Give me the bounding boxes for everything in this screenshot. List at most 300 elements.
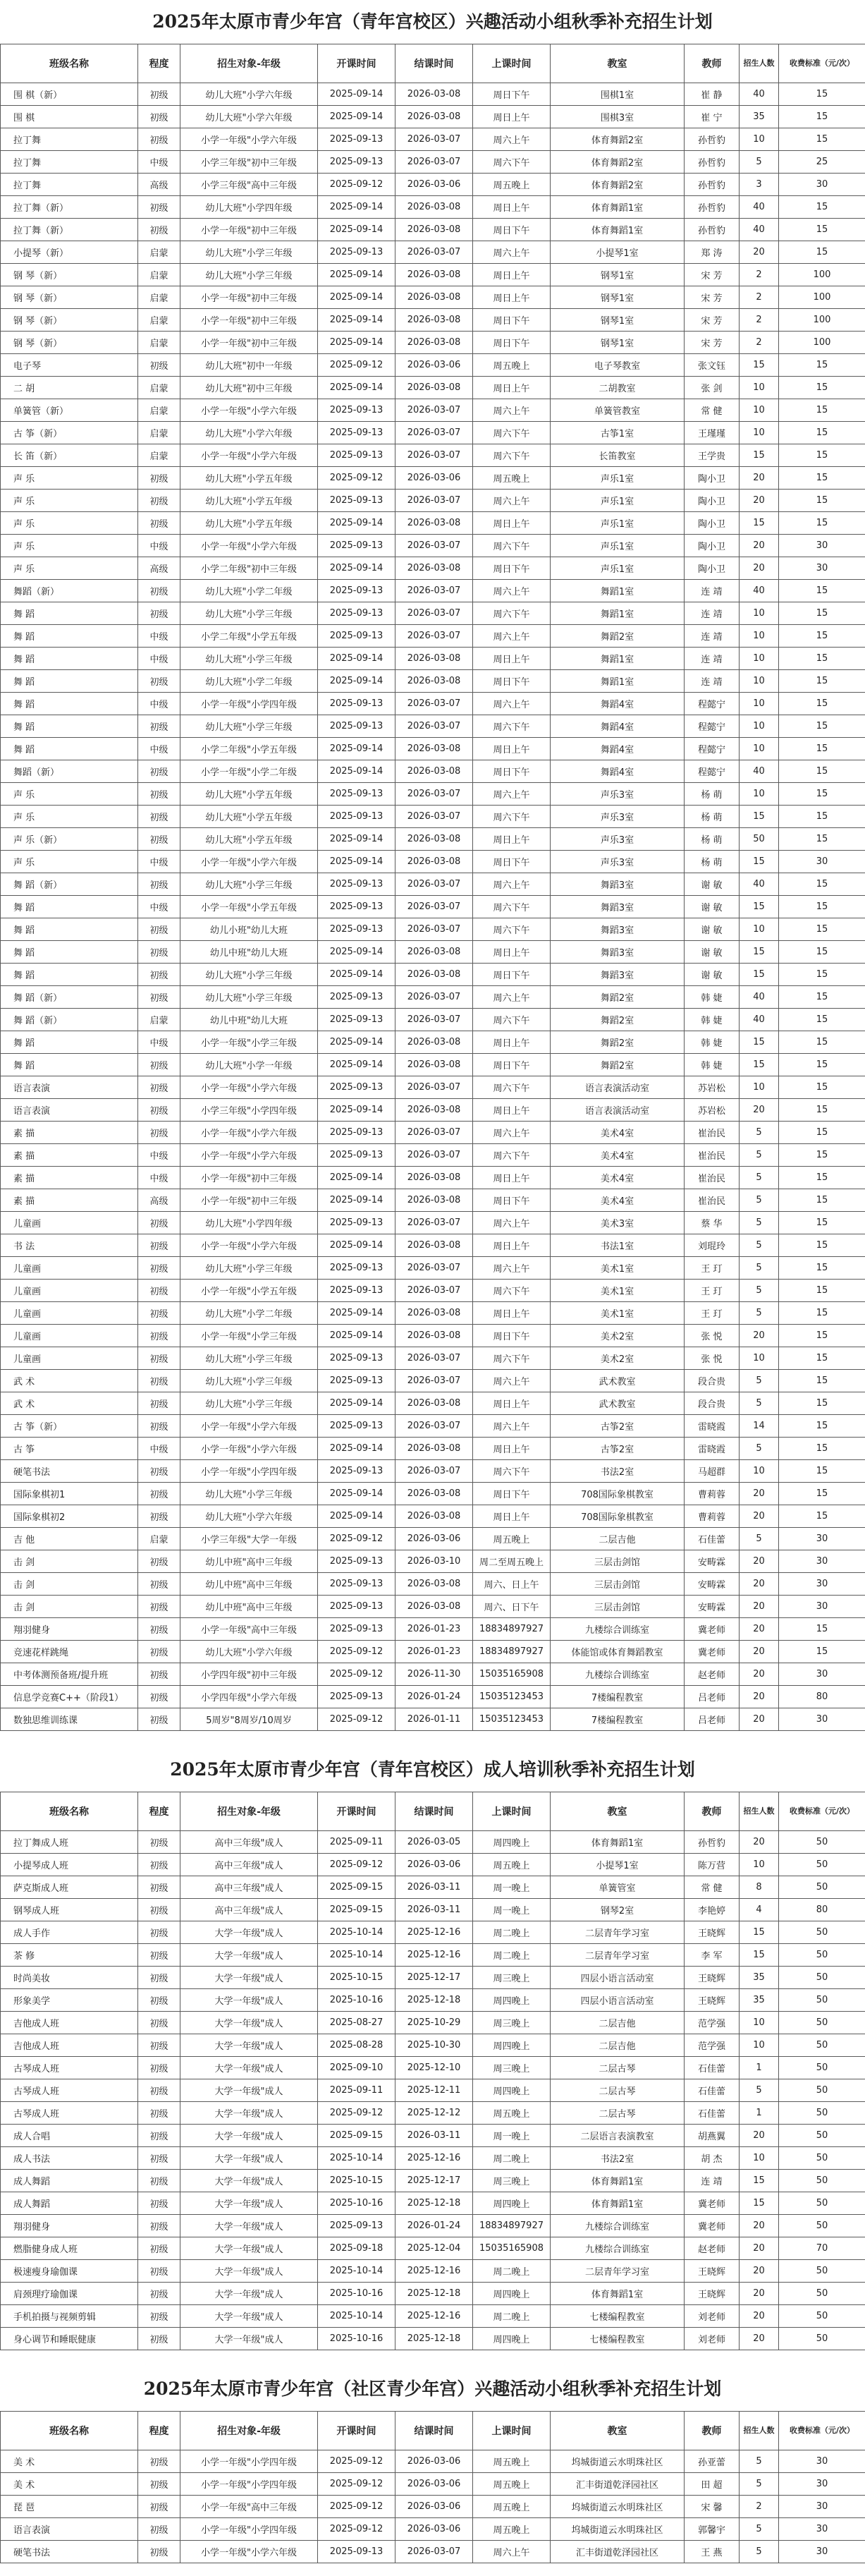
cell-end-date: 2026-03-08: [395, 332, 473, 354]
cell-classroom: 古筝1室: [551, 422, 685, 444]
cell-class-name: 信息学竞赛C++（阶段1）: [1, 1686, 138, 1708]
cell-enrollment: 10: [740, 693, 779, 715]
table-row: [1, 2328, 865, 2350]
cell-end-date: 2026-03-08: [395, 648, 473, 670]
cell-class-time: 周四晚上: [473, 2283, 551, 2305]
cell-fee: 15: [779, 1031, 865, 1054]
table-row: [1, 106, 865, 128]
cell-target-grade: 幼儿中班"幼儿大班: [180, 1009, 318, 1031]
cell-class-name: 成人舞蹈: [1, 2192, 138, 2215]
cell-enrollment: 5: [740, 1212, 779, 1234]
cell-enrollment: 5: [740, 1438, 779, 1460]
cell-fee: 15: [779, 1505, 865, 1528]
cell-start-date: 2025-09-12: [318, 1854, 395, 1876]
cell-target-grade: 幼儿大班"小学六年级: [180, 422, 318, 444]
cell-class-name: 萨克斯成人班: [1, 1876, 138, 1899]
cell-fee: 15: [779, 1054, 865, 1076]
header-target-grade: 招生对象-年级: [180, 44, 318, 83]
cell-level: 初级: [138, 2496, 180, 2518]
cell-fee: 15: [779, 1438, 865, 1460]
cell-start-date: 2025-09-14: [318, 1325, 395, 1347]
cell-fee: 15: [779, 399, 865, 422]
table-1: [0, 44, 865, 1731]
table-row: [1, 1686, 865, 1708]
cell-fee: 15: [779, 1099, 865, 1122]
cell-classroom: 声乐3室: [551, 851, 685, 873]
cell-classroom: 二层语言表演教室: [551, 2125, 685, 2147]
cell-target-grade: 幼儿大班"小学五年级: [180, 828, 318, 851]
cell-fee: 70: [779, 2237, 865, 2260]
cell-class-time: 18834897927: [473, 1641, 551, 1663]
table-row: [1, 557, 865, 580]
cell-fee: 30: [779, 2473, 865, 2496]
cell-classroom: 舞蹈4室: [551, 760, 685, 783]
cell-classroom: 舞蹈4室: [551, 715, 685, 738]
table-row: [1, 1280, 865, 1302]
cell-target-grade: 幼儿大班"初中一年级: [180, 354, 318, 377]
cell-enrollment: 20: [740, 2305, 779, 2328]
cell-start-date: 2025-09-12: [318, 2518, 395, 2541]
table-row: [1, 873, 865, 896]
cell-enrollment: 5: [740, 1167, 779, 1189]
table-row: [1, 2170, 865, 2192]
cell-fee: 50: [779, 2012, 865, 2034]
cell-class-name: 舞 蹈（新）: [1, 986, 138, 1009]
cell-start-date: 2025-09-12: [318, 2473, 395, 2496]
cell-start-date: 2025-09-13: [318, 1347, 395, 1370]
cell-level: 中级: [138, 851, 180, 873]
cell-teacher: 陶小卫: [685, 467, 740, 490]
cell-end-date: 2026-01-11: [395, 1708, 473, 1731]
cell-fee: 100: [779, 286, 865, 309]
cell-teacher: 杨 萌: [685, 828, 740, 851]
cell-level: 高级: [138, 557, 180, 580]
cell-start-date: 2025-09-13: [318, 693, 395, 715]
cell-classroom: 美术3室: [551, 1212, 685, 1234]
cell-fee: 15: [779, 219, 865, 241]
cell-fee: 30: [779, 2450, 865, 2473]
cell-level: 中级: [138, 1031, 180, 1054]
cell-level: 初级: [138, 873, 180, 896]
cell-classroom: 七楼编程教室: [551, 2305, 685, 2328]
cell-class-time: 周四晚上: [473, 2328, 551, 2350]
header-fee: 收费标准（元/次）: [779, 1792, 865, 1831]
cell-end-date: 2026-03-08: [395, 196, 473, 219]
cell-end-date: 2025-12-16: [395, 2305, 473, 2328]
cell-teacher: 王学贵: [685, 444, 740, 467]
cell-start-date: 2025-09-13: [318, 873, 395, 896]
cell-teacher: 连 靖: [685, 625, 740, 648]
cell-level: 初级: [138, 1596, 180, 1618]
cell-level: 初级: [138, 670, 180, 693]
cell-class-name: 国际象棋初2: [1, 1505, 138, 1528]
cell-end-date: 2026-11-30: [395, 1663, 473, 1686]
cell-teacher: 陶小卫: [685, 535, 740, 557]
cell-start-date: 2025-09-14: [318, 1234, 395, 1257]
cell-level: 中级: [138, 625, 180, 648]
cell-level: 初级: [138, 2034, 180, 2057]
cell-enrollment: 10: [740, 377, 779, 399]
cell-end-date: 2026-03-07: [395, 625, 473, 648]
cell-class-name: 声 乐: [1, 557, 138, 580]
cell-target-grade: 大学一年级"成人: [180, 2057, 318, 2079]
cell-target-grade: 小学四年级"小学六年级: [180, 1686, 318, 1708]
cell-start-date: 2025-10-15: [318, 2170, 395, 2192]
cell-class-name: 声 乐: [1, 851, 138, 873]
cell-start-date: 2025-09-13: [318, 918, 395, 941]
cell-teacher: 冀老师: [685, 2215, 740, 2237]
cell-fee: 15: [779, 783, 865, 806]
cell-enrollment: 10: [740, 918, 779, 941]
cell-start-date: 2025-09-11: [318, 1831, 395, 1854]
cell-level: 初级: [138, 1921, 180, 1944]
cell-class-time: 周六下午: [473, 918, 551, 941]
cell-start-date: 2025-09-12: [318, 1528, 395, 1550]
cell-target-grade: 小学一年级"初中三年级: [180, 286, 318, 309]
cell-level: 初级: [138, 783, 180, 806]
cell-target-grade: 小学一年级"高中三年级: [180, 2496, 318, 2518]
cell-teacher: 安畴霖: [685, 1573, 740, 1596]
cell-teacher: 宋 馨: [685, 2496, 740, 2518]
cell-class-time: 周日上午: [473, 1099, 551, 1122]
cell-end-date: 2026-03-07: [395, 580, 473, 602]
cell-start-date: 2025-10-14: [318, 2147, 395, 2170]
cell-teacher: 崔 静: [685, 83, 740, 106]
cell-enrollment: 10: [740, 2012, 779, 2034]
cell-teacher: 韩 婕: [685, 986, 740, 1009]
cell-target-grade: 大学一年级"成人: [180, 2283, 318, 2305]
cell-teacher: 范学强: [685, 2034, 740, 2057]
table-row: [1, 1663, 865, 1686]
cell-start-date: 2025-10-14: [318, 1921, 395, 1944]
cell-start-date: 2025-09-14: [318, 106, 395, 128]
table-3-header: [1, 2412, 865, 2450]
cell-teacher: 韩 婕: [685, 1009, 740, 1031]
cell-enrollment: 10: [740, 602, 779, 625]
cell-enrollment: 40: [740, 1009, 779, 1031]
cell-fee: 15: [779, 693, 865, 715]
cell-teacher: 安畴霖: [685, 1550, 740, 1573]
cell-teacher: 程懿宁: [685, 738, 740, 760]
table-row: [1, 1347, 865, 1370]
cell-class-name: 素 描: [1, 1122, 138, 1144]
cell-teacher: 石佳蕾: [685, 2079, 740, 2102]
cell-target-grade: 小学一年级"初中三年级: [180, 1167, 318, 1189]
header-class-time: 上课时间: [473, 44, 551, 83]
cell-start-date: 2025-09-14: [318, 219, 395, 241]
cell-teacher: 张 悦: [685, 1325, 740, 1347]
cell-target-grade: 幼儿大班"小学四年级: [180, 196, 318, 219]
cell-enrollment: 20: [740, 1483, 779, 1505]
cell-class-time: 周日上午: [473, 941, 551, 964]
cell-class-name: 电子琴: [1, 354, 138, 377]
cell-class-time: 周六上午: [473, 873, 551, 896]
cell-target-grade: 小学一年级"小学六年级: [180, 1122, 318, 1144]
cell-class-name: 舞 蹈: [1, 693, 138, 715]
table-row: [1, 399, 865, 422]
cell-teacher: 王 燕: [685, 2541, 740, 2563]
header-start-date: 开课时间: [318, 2412, 395, 2450]
cell-class-time: 15035165908: [473, 2237, 551, 2260]
cell-enrollment: 20: [740, 1641, 779, 1663]
cell-teacher: 宋 芳: [685, 286, 740, 309]
cell-class-name: 时尚美妆: [1, 1967, 138, 1989]
cell-class-time: 周四晚上: [473, 1831, 551, 1854]
cell-fee: 15: [779, 1325, 865, 1347]
cell-class-name: 儿童画: [1, 1302, 138, 1325]
cell-fee: 15: [779, 1122, 865, 1144]
cell-level: 初级: [138, 2170, 180, 2192]
cell-target-grade: 大学一年级"成人: [180, 2170, 318, 2192]
table-row: [1, 512, 865, 535]
cell-start-date: 2025-10-16: [318, 2192, 395, 2215]
cell-enrollment: 2: [740, 332, 779, 354]
table-row: [1, 941, 865, 964]
table-row: [1, 693, 865, 715]
cell-teacher: 段合贵: [685, 1370, 740, 1392]
cell-end-date: 2026-03-08: [395, 286, 473, 309]
cell-class-name: 古琴成人班: [1, 2057, 138, 2079]
cell-class-time: 周一晚上: [473, 1876, 551, 1899]
cell-classroom: 美术1室: [551, 1302, 685, 1325]
cell-start-date: 2025-09-14: [318, 1392, 395, 1415]
cell-class-name: 击 剑: [1, 1550, 138, 1573]
cell-target-grade: 幼儿中班"高中三年级: [180, 1596, 318, 1618]
cell-class-time: 周日下午: [473, 332, 551, 354]
cell-teacher: 谢 敏: [685, 896, 740, 918]
cell-classroom: 声乐3室: [551, 828, 685, 851]
cell-fee: 15: [779, 1415, 865, 1438]
table-1-body: [1, 83, 865, 1731]
cell-level: 初级: [138, 2328, 180, 2350]
cell-class-time: 周六下午: [473, 602, 551, 625]
cell-class-name: 茶 修: [1, 1944, 138, 1967]
cell-end-date: 2025-12-18: [395, 2328, 473, 2350]
table-row: [1, 1325, 865, 1347]
cell-fee: 50: [779, 2215, 865, 2237]
cell-classroom: 二胡教室: [551, 377, 685, 399]
cell-level: 初级: [138, 2541, 180, 2563]
cell-classroom: 电子琴教室: [551, 354, 685, 377]
cell-class-name: 硬笔书法: [1, 2541, 138, 2563]
cell-enrollment: 5: [740, 2518, 779, 2541]
table-row: [1, 1944, 865, 1967]
cell-class-time: 周日上午: [473, 1031, 551, 1054]
cell-enrollment: 5: [740, 1302, 779, 1325]
cell-enrollment: 10: [740, 1076, 779, 1099]
cell-enrollment: 10: [740, 738, 779, 760]
cell-start-date: 2025-09-13: [318, 241, 395, 264]
cell-classroom: 舞蹈3室: [551, 964, 685, 986]
cell-teacher: 连 靖: [685, 2170, 740, 2192]
cell-end-date: 2025-12-18: [395, 2192, 473, 2215]
cell-level: 初级: [138, 196, 180, 219]
cell-start-date: 2025-09-13: [318, 2541, 395, 2563]
cell-classroom: 二层古琴: [551, 2057, 685, 2079]
cell-class-time: 周六下午: [473, 715, 551, 738]
cell-start-date: 2025-09-14: [318, 1031, 395, 1054]
cell-teacher: 陶小卫: [685, 490, 740, 512]
cell-enrollment: 5: [740, 151, 779, 174]
table-row: [1, 2079, 865, 2102]
cell-end-date: 2026-03-08: [395, 670, 473, 693]
cell-start-date: 2025-09-13: [318, 783, 395, 806]
cell-class-time: 周二晚上: [473, 2147, 551, 2170]
header-end-date: 结课时间: [395, 2412, 473, 2450]
cell-end-date: 2026-01-24: [395, 2215, 473, 2237]
cell-target-grade: 幼儿中班"高中三年级: [180, 1573, 318, 1596]
cell-fee: 15: [779, 918, 865, 941]
cell-target-grade: 小学一年级"小学六年级: [180, 851, 318, 873]
cell-class-name: 素 描: [1, 1144, 138, 1167]
cell-class-name: 美 术: [1, 2473, 138, 2496]
cell-classroom: 708国际象棋教室: [551, 1505, 685, 1528]
cell-level: 启蒙: [138, 286, 180, 309]
cell-end-date: 2026-03-07: [395, 490, 473, 512]
cell-start-date: 2025-09-14: [318, 1483, 395, 1505]
cell-target-grade: 幼儿大班"小学五年级: [180, 783, 318, 806]
cell-teacher: 安畴霖: [685, 1596, 740, 1618]
cell-teacher: 石佳蕾: [685, 2057, 740, 2079]
cell-start-date: 2025-09-12: [318, 2496, 395, 2518]
cell-class-name: 舞 蹈: [1, 941, 138, 964]
cell-level: 启蒙: [138, 377, 180, 399]
cell-fee: 15: [779, 106, 865, 128]
cell-class-time: 周五晚上: [473, 1854, 551, 1876]
table-row: [1, 1641, 865, 1663]
table-row: [1, 2541, 865, 2563]
cell-end-date: 2026-03-07: [395, 444, 473, 467]
cell-teacher: 韩 婕: [685, 1054, 740, 1076]
table-2: [0, 1792, 865, 2350]
cell-level: 初级: [138, 918, 180, 941]
cell-fee: 100: [779, 264, 865, 286]
cell-target-grade: 小学一年级"高中三年级: [180, 1618, 318, 1641]
cell-teacher: 田 超: [685, 2473, 740, 2496]
cell-fee: 30: [779, 535, 865, 557]
cell-start-date: 2025-09-13: [318, 625, 395, 648]
cell-fee: 30: [779, 557, 865, 580]
table-1-header: [1, 44, 865, 83]
cell-class-name: 钢 琴（新）: [1, 309, 138, 332]
cell-target-grade: 小学二年级"小学五年级: [180, 738, 318, 760]
cell-enrollment: 50: [740, 828, 779, 851]
cell-level: 中级: [138, 693, 180, 715]
cell-end-date: 2026-03-07: [395, 1415, 473, 1438]
cell-target-grade: 大学一年级"成人: [180, 2147, 318, 2170]
table-row: [1, 1189, 865, 1212]
cell-teacher: 石佳蕾: [685, 1528, 740, 1550]
cell-classroom: 坞城街道云水明珠社区: [551, 2518, 685, 2541]
cell-start-date: 2025-09-13: [318, 1550, 395, 1573]
cell-target-grade: 小学一年级"小学三年级: [180, 1031, 318, 1054]
cell-target-grade: 幼儿大班"小学三年级: [180, 648, 318, 670]
cell-class-time: 周六、日上午: [473, 1573, 551, 1596]
cell-enrollment: 15: [740, 941, 779, 964]
cell-enrollment: 10: [740, 1460, 779, 1483]
table-row: [1, 1854, 865, 1876]
cell-start-date: 2025-09-12: [318, 174, 395, 196]
cell-enrollment: 15: [740, 2170, 779, 2192]
cell-target-grade: 幼儿大班"小学三年级: [180, 1392, 318, 1415]
cell-teacher: 郑 涛: [685, 241, 740, 264]
cell-level: 启蒙: [138, 1009, 180, 1031]
cell-target-grade: 幼儿大班"小学三年级: [180, 1370, 318, 1392]
cell-target-grade: 幼儿大班"小学三年级: [180, 1257, 318, 1280]
cell-class-time: 周六上午: [473, 241, 551, 264]
cell-end-date: 2026-03-07: [395, 602, 473, 625]
cell-class-name: 舞 蹈（新）: [1, 873, 138, 896]
cell-classroom: 书法2室: [551, 1460, 685, 1483]
cell-start-date: 2025-09-13: [318, 1257, 395, 1280]
cell-target-grade: 幼儿大班"小学三年级: [180, 1347, 318, 1370]
cell-class-time: 周六上午: [473, 783, 551, 806]
cell-class-name: 中考体测预备班/提升班: [1, 1663, 138, 1686]
cell-start-date: 2025-09-14: [318, 851, 395, 873]
cell-level: 初级: [138, 2305, 180, 2328]
cell-enrollment: 15: [740, 1944, 779, 1967]
cell-target-grade: 小学一年级"小学四年级: [180, 1460, 318, 1483]
cell-target-grade: 小学一年级"小学六年级: [180, 1234, 318, 1257]
cell-enrollment: 2: [740, 264, 779, 286]
cell-teacher: 李 军: [685, 1944, 740, 1967]
cell-classroom: 三层击剑馆: [551, 1573, 685, 1596]
cell-classroom: 美术1室: [551, 1280, 685, 1302]
cell-start-date: 2025-09-12: [318, 1663, 395, 1686]
cell-fee: 15: [779, 941, 865, 964]
cell-class-name: 舞 蹈: [1, 738, 138, 760]
table-row: [1, 1438, 865, 1460]
section-3: [0, 2367, 865, 2563]
cell-target-grade: 高中三年级"成人: [180, 1899, 318, 1921]
table-row: [1, 241, 865, 264]
table-2-header: [1, 1792, 865, 1831]
table-row: [1, 1573, 865, 1596]
cell-class-name: 舞蹈（新）: [1, 760, 138, 783]
cell-fee: 30: [779, 1596, 865, 1618]
cell-start-date: 2025-09-13: [318, 1280, 395, 1302]
cell-fee: 15: [779, 1302, 865, 1325]
cell-classroom: 二层青年学习室: [551, 1921, 685, 1944]
cell-fee: 15: [779, 467, 865, 490]
cell-teacher: 王晓辉: [685, 2283, 740, 2305]
cell-target-grade: 小学一年级"小学三年级: [180, 1325, 318, 1347]
cell-level: 初级: [138, 2125, 180, 2147]
cell-class-time: 周日下午: [473, 1325, 551, 1347]
cell-teacher: 胡燕翼: [685, 2125, 740, 2147]
cell-start-date: 2025-09-12: [318, 1641, 395, 1663]
cell-enrollment: 15: [740, 512, 779, 535]
cell-target-grade: 高中三年级"成人: [180, 1831, 318, 1854]
cell-classroom: 声乐1室: [551, 490, 685, 512]
cell-fee: 15: [779, 1483, 865, 1505]
table-row: [1, 602, 865, 625]
cell-teacher: 吕老师: [685, 1686, 740, 1708]
cell-classroom: 三层击剑馆: [551, 1550, 685, 1573]
cell-end-date: 2026-03-08: [395, 1099, 473, 1122]
cell-target-grade: 大学一年级"成人: [180, 2237, 318, 2260]
cell-target-grade: 小学一年级"小学六年级: [180, 1144, 318, 1167]
cell-class-name: 拉丁舞: [1, 128, 138, 151]
cell-class-name: 肩颈理疗瑜伽课: [1, 2283, 138, 2305]
cell-fee: 30: [779, 851, 865, 873]
cell-enrollment: 20: [740, 1505, 779, 1528]
cell-class-time: 周二至周五晚上: [473, 1550, 551, 1573]
header-enrollment: 招生人数: [740, 44, 779, 83]
cell-level: 初级: [138, 106, 180, 128]
table-row: [1, 986, 865, 1009]
cell-start-date: 2025-09-14: [318, 264, 395, 286]
